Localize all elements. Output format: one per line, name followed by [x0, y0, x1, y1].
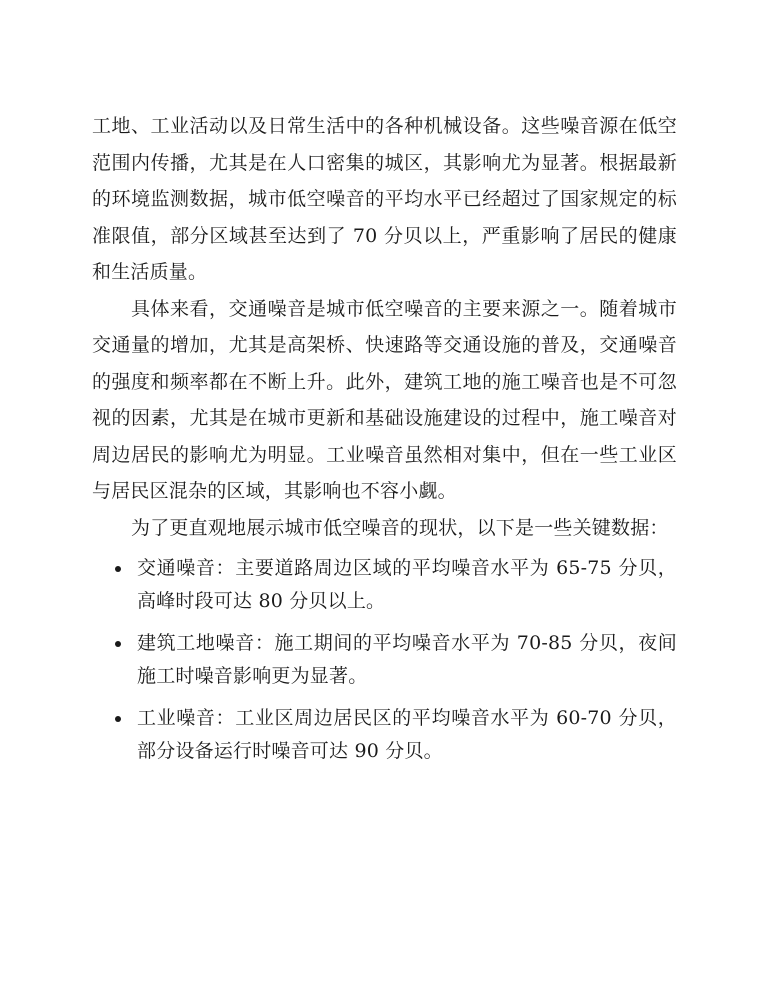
list-item-text: 建筑工地噪音：施工期间的平均噪音水平为 70-85 分贝，夜间施工时噪音影响更为显著。	[137, 632, 677, 687]
list-item	[92, 702, 677, 768]
list-item	[92, 552, 677, 618]
list-item-text: 工业噪音：工业区周边居民区的平均噪音水平为 60-70 分贝，部分设备运行时噪音可达 90 分贝。	[137, 707, 677, 762]
document-page	[92, 108, 677, 777]
bullet-icon	[115, 566, 121, 572]
list-item	[92, 627, 677, 693]
paragraph-3: 为了更直观地展示城市低空噪音的现状，以下是一些关键数据：	[131, 516, 669, 539]
list-item-text: 交通噪音：主要道路周边区域的平均噪音水平为 65-75 分贝，高峰时段可达 80 分贝以上。	[137, 557, 677, 612]
paragraph-1: 工地、工业活动以及日常生活中的各种机械设备。这些噪音源在低空范围内传播，尤其是在人口密集的城区，其影响尤为显著。根据最新的环境监测数据，城市低空噪音的平均水平已经超过了国家规定的标准限值，部分区域甚至达到了 70 分贝以上，严重影响了居民的健康和生活质量。	[92, 115, 677, 283]
bullet-icon	[115, 641, 121, 647]
bullet-icon	[115, 716, 121, 722]
paragraph-2: 具体来看，交通噪音是城市低空噪音的主要来源之一。随着城市交通量的增加，尤其是高架桥、快速路等交通设施的普及，交通噪音的强度和频率都在不断上升。此外，建筑工地的施工噪音也是不可忽视的因素，尤其是在城市更新和基础设施建设的过程中，施工噪音对周边居民的影响尤为明显。工业噪音虽然相对集中，但在一些工业区与居民区混杂的区域，其影响也不容小觑。	[92, 297, 677, 502]
key-data-list	[92, 552, 677, 768]
